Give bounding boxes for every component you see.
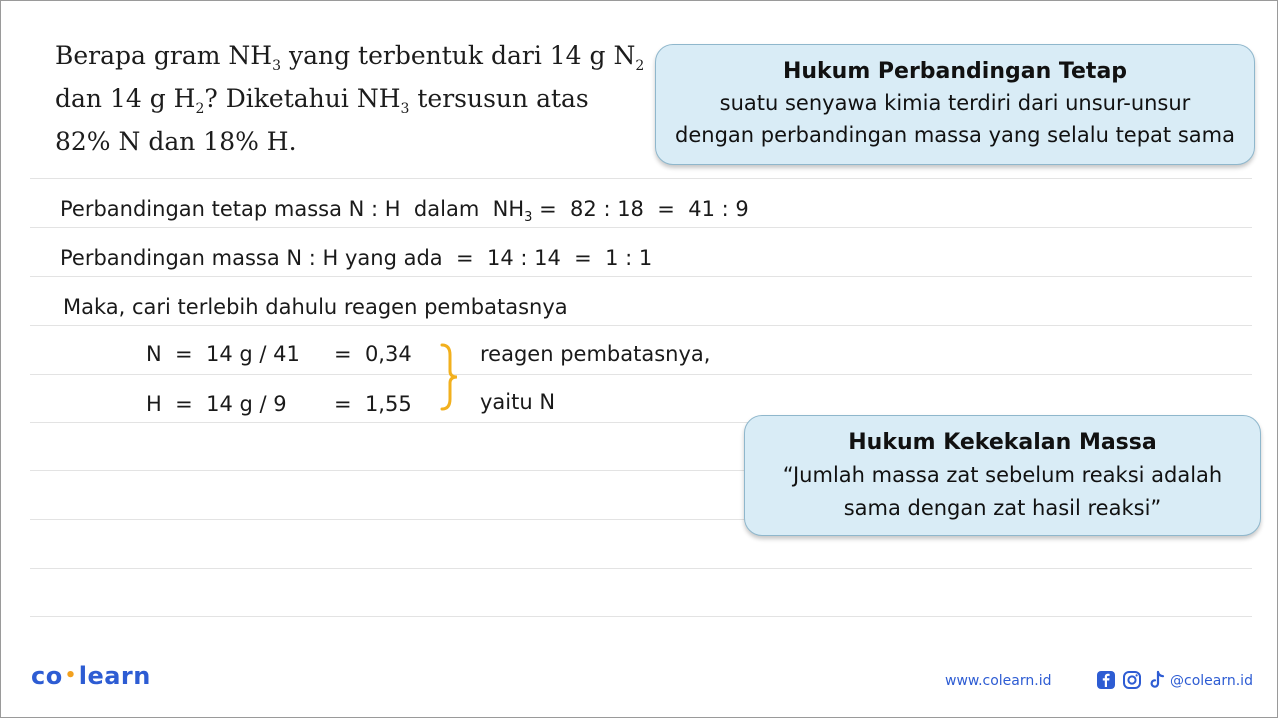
calc-h-rhs: = 1,55 (334, 392, 412, 416)
ruled-line (30, 276, 1252, 277)
calc-n-rhs: = 0,34 (334, 342, 412, 366)
question-text-segment: Berapa gram NH (55, 41, 273, 70)
website-link[interactable]: www.colearn.id (945, 673, 1052, 689)
calc-n-lhs: N = 14 g / 41 (146, 342, 300, 366)
colearn-logo (31, 662, 151, 690)
curly-brace-icon (438, 343, 462, 411)
calc-h-lhs: H = 14 g / 9 (146, 392, 287, 416)
work-line-2: Perbandingan massa N : H yang ada = 14 : 14 = 1 : 1 (60, 246, 653, 270)
ruled-line (30, 374, 1252, 375)
logo-text: co (31, 662, 63, 690)
callout-perbandingan-tetap (655, 44, 1255, 165)
question-text-segment: tersusun atas (409, 84, 589, 113)
question-line-2 (55, 77, 645, 120)
callout-line: suatu senyawa kimia terdiri dari unsur-unsur (719, 91, 1191, 115)
subscript: 2 (195, 101, 205, 117)
question-text (55, 34, 645, 163)
ruled-line (30, 568, 1252, 569)
question-text-segment: ? Diketahui NH (204, 84, 401, 113)
work-text-segment: = 82 : 18 = 41 : 9 (532, 197, 749, 221)
callout-kekekalan-massa (744, 415, 1261, 536)
question-line-3: 82% N dan 18% H. (55, 127, 297, 156)
ruled-line (30, 325, 1252, 326)
facebook-icon[interactable] (1096, 670, 1116, 690)
work-text-segment: Perbandingan tetap massa N : H dalam NH (60, 197, 525, 221)
subscript: 3 (400, 101, 410, 117)
social-handle[interactable]: @colearn.id (1170, 673, 1253, 689)
logo-text: learn (78, 662, 151, 690)
ruled-line (30, 178, 1252, 179)
callout-line: dengan perbandingan massa yang selalu tepat sama (675, 123, 1235, 147)
work-line-1 (60, 197, 749, 225)
callout-title: Hukum Perbandingan Tetap (782, 59, 1128, 84)
ruled-line (30, 227, 1252, 228)
instagram-icon[interactable] (1122, 670, 1142, 690)
ruled-line (30, 616, 1252, 617)
work-line-3: Maka, cari terlebih dahulu reagen pembatasnya (63, 295, 568, 319)
callout-title: Hukum Kekekalan Massa (848, 430, 1157, 455)
tiktok-icon[interactable] (1148, 670, 1166, 690)
subscript: 3 (272, 58, 281, 74)
limiting-reagent-answer: yaitu N (480, 390, 556, 414)
limiting-reagent-note: reagen pembatasnya, (480, 342, 711, 366)
question-line-1 (55, 34, 645, 77)
subscript: 3 (524, 210, 533, 226)
logo-dot: • (64, 665, 77, 686)
callout-line: sama dengan zat hasil reaksi” (843, 496, 1162, 520)
question-text-segment: dan 14 g H (55, 84, 196, 113)
callout-line: “Jumlah massa zat sebelum reaksi adalah (782, 463, 1223, 487)
subscript: 2 (635, 58, 645, 74)
question-text-segment: yang terbentuk dari 14 g N (281, 41, 636, 70)
